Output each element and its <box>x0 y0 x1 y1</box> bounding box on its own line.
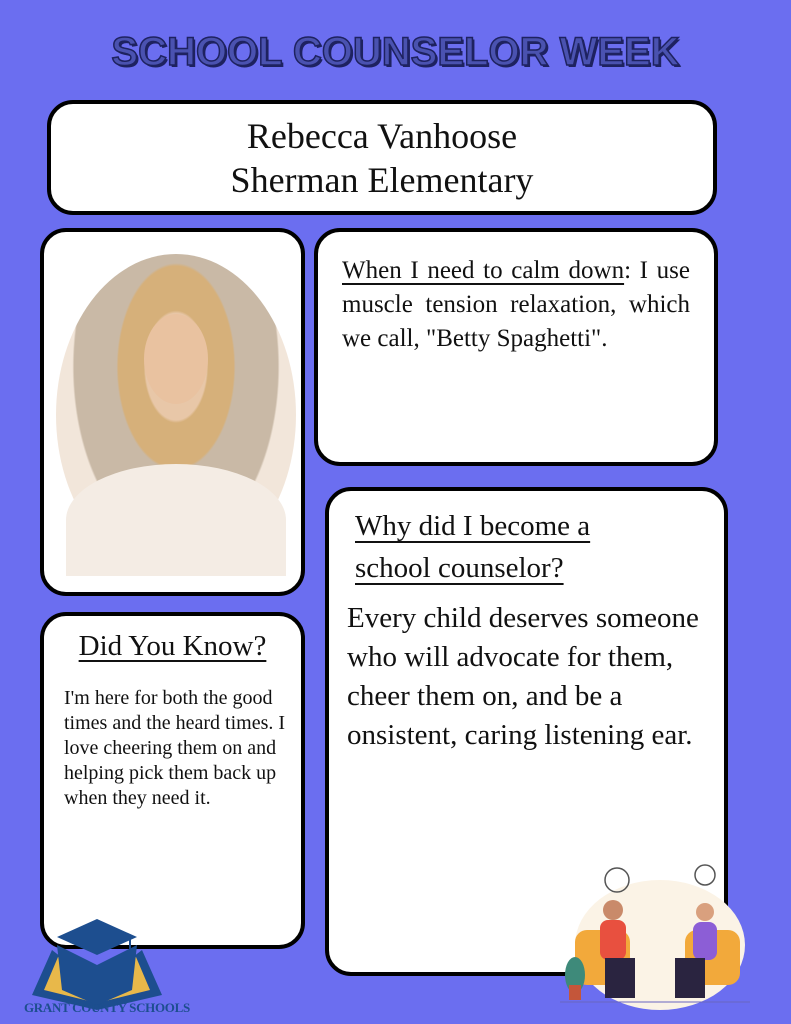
school-name: Sherman Elementary <box>230 160 534 200</box>
calm-text: : I use muscle tension relaxation, which we call, "Betty Spaghetti". <box>342 257 690 352</box>
why-text: Every child deserves someone who will advocate for them, cheer them on, and be a onsistent, caring listening ear. <box>347 602 699 751</box>
counseling-session-illustration-icon <box>555 860 755 1010</box>
did-you-know-text: I'm here for both the good times and the heard times. I love cheering them on and helping pick them back up when they need it. <box>64 687 286 809</box>
calm-label: When I need to calm down <box>342 257 625 284</box>
did-you-know-card <box>40 612 305 949</box>
counselor-name: Rebecca Vanhoose <box>246 116 518 156</box>
calm-down-card <box>314 228 718 466</box>
why-heading-1: Why did I become a <box>355 510 591 542</box>
photo-card <box>40 228 305 596</box>
counselor-photo <box>56 254 296 576</box>
poster-title: SCHOOL COUNSELOR WEEK <box>111 30 680 74</box>
why-heading-2: school counselor? <box>355 552 564 584</box>
name-card <box>47 100 717 215</box>
logo-text: GRANT COUNTY SCHOOLS <box>24 1000 190 1015</box>
did-you-know-heading: Did You Know? <box>78 630 267 662</box>
